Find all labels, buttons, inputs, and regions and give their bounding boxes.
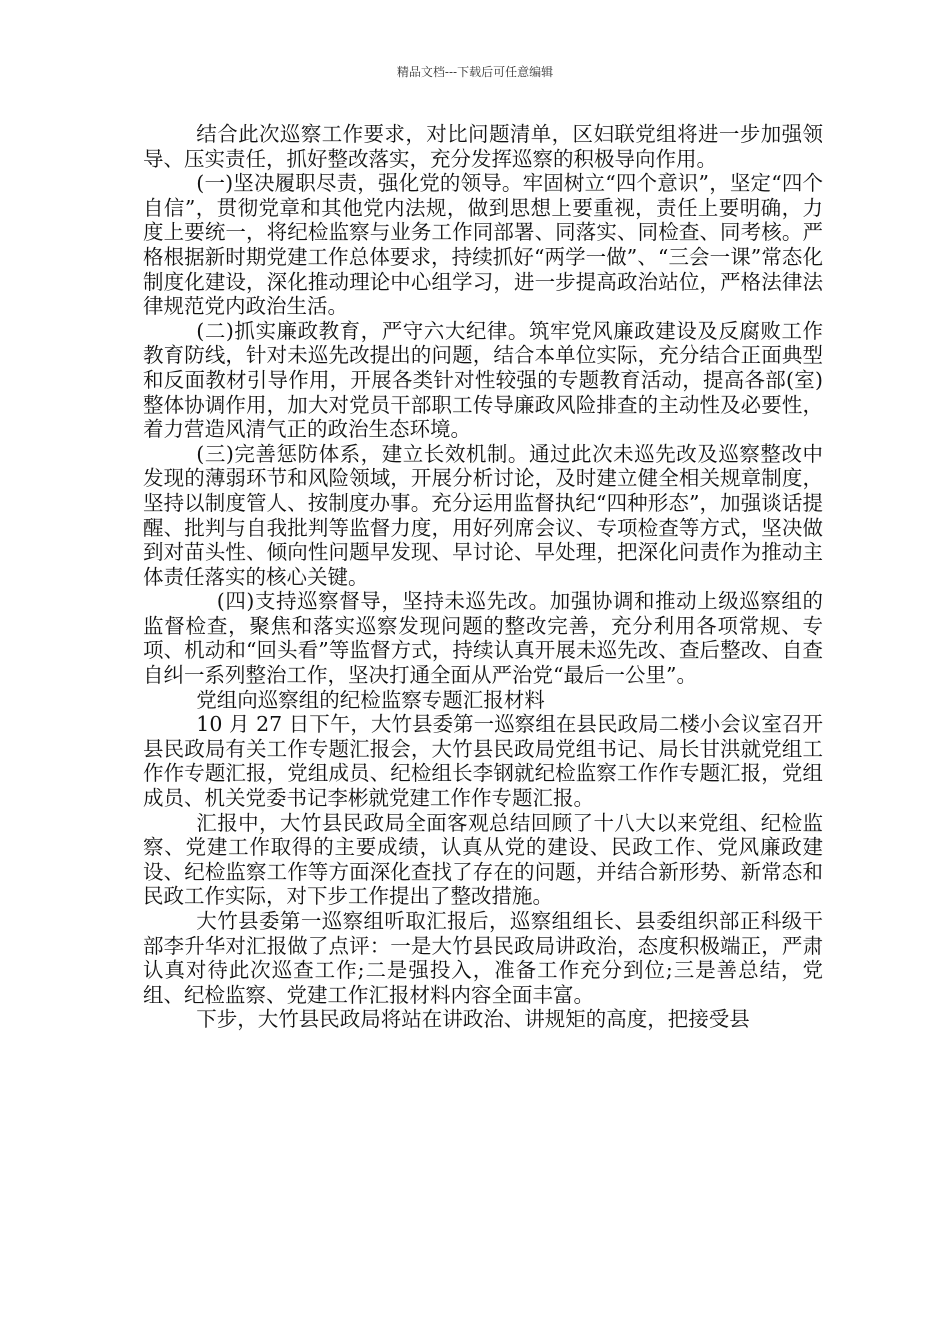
paragraph-intro: 结合此次巡察工作要求，对比问题清单，区妇联党组将进一步加强领导、压实责任，抓好整改落实，充分发挥巡察的积极导向作用。 — [143, 122, 823, 171]
paragraph-section-2: (二)抓实廉政教育，严守六大纪律。筑牢党风廉政建设及反腐败工作教育防线，针对未巡先改提出的问题，结合本单位实际，充分结合正面典型和反面教材引导作用，开展各类针对性较强的专题教育活动，提高各部(室)整体协调作用，加大对党员干部职工传导廉政风险排查的主动性及必要性，着力营造风清气正的政治生态环境。 — [143, 318, 823, 442]
document-body — [143, 122, 823, 1032]
paragraph-section-3: (三)完善惩防体系，建立长效机制。通过此次未巡先改及巡察整改中发现的薄弱环节和风险领域，开展分析讨论，及时建立健全相关规章制度，坚持以制度管人、按制度办事。充分运用监督执纪“四种形态”，加强谈话提醒、批判与自我批判等监督力度，用好列席会议、专项检查等方式，坚决做到对苗头性、倾向性问题早发现、早讨论、早处理，把深化问责作为推动主体责任落实的核心关键。 — [143, 441, 823, 589]
paragraph-meeting: 10 月 27 日下午，大竹县委第一巡察组在县民政局二楼小会议室召开县民政局有关工作专题汇报会，大竹县民政局党组书记、局长甘洪就党组工作作专题汇报，党组成员、纪检组长李钢就纪检监察工作作专题汇报，党组成员、机关党委书记李彬就党建工作作专题汇报。 — [143, 712, 823, 811]
paragraph-review: 大竹县委第一巡察组听取汇报后，巡察组组长、县委组织部正科级干部李升华对汇报做了点评：一是大竹县民政局讲政治，态度积极端正，严肃认真对待此次巡查工作;二是强投入，准备工作充分到位;三是善总结，党组、纪检监察、党建工作汇报材料内容全面丰富。 — [143, 909, 823, 1007]
page-header: 精品文档---下载后可任意编辑 — [396, 65, 554, 79]
paragraph-next-steps: 下步，大竹县民政局将站在讲政治、讲规矩的高度，把接受县 — [196, 1007, 750, 1032]
paragraph-section-4: (四)支持巡察督导，坚持未巡先改。加强协调和推动上级巡察组的监督检查，聚焦和落实巡察发现问题的整改完善，充分利用各项常规、专项、机动和“回头看”等监督方式，持续认真开展未巡先改、查后整改、自查自纠一系列整治工作，坚决打通全面从严治党“最后一公里”。 — [143, 589, 823, 688]
paragraph-section-1: (一)坚决履职尽责，强化党的领导。牢固树立“四个意识”，坚定“四个自信”，贯彻党章和其他党内法规，做到思想上要重视，责任上要明确，力度上要统一，将纪检监察与业务工作同部署、同落实、同检查、同考核。严格根据新时期党建工作总体要求，持续抓好“两学一做”、“三会一课”常态化制度化建设，深化推动理论中心组学习，进一步提高政治站位，严格法律法律规范党内政治生活。 — [143, 171, 823, 319]
section-heading: 党组向巡察组的纪检监察专题汇报材料 — [196, 687, 545, 712]
paragraph-report-summary: 汇报中，大竹县民政局全面客观总结回顾了十八大以来党组、纪检监察、党建工作取得的主要成绩，认真从党的建设、民政工作、党风廉政建设、纪检监察工作等方面深化查找了存在的问题，并结合新形势、新常态和民政工作实际，对下步工作提出了整改措施。 — [143, 810, 823, 909]
